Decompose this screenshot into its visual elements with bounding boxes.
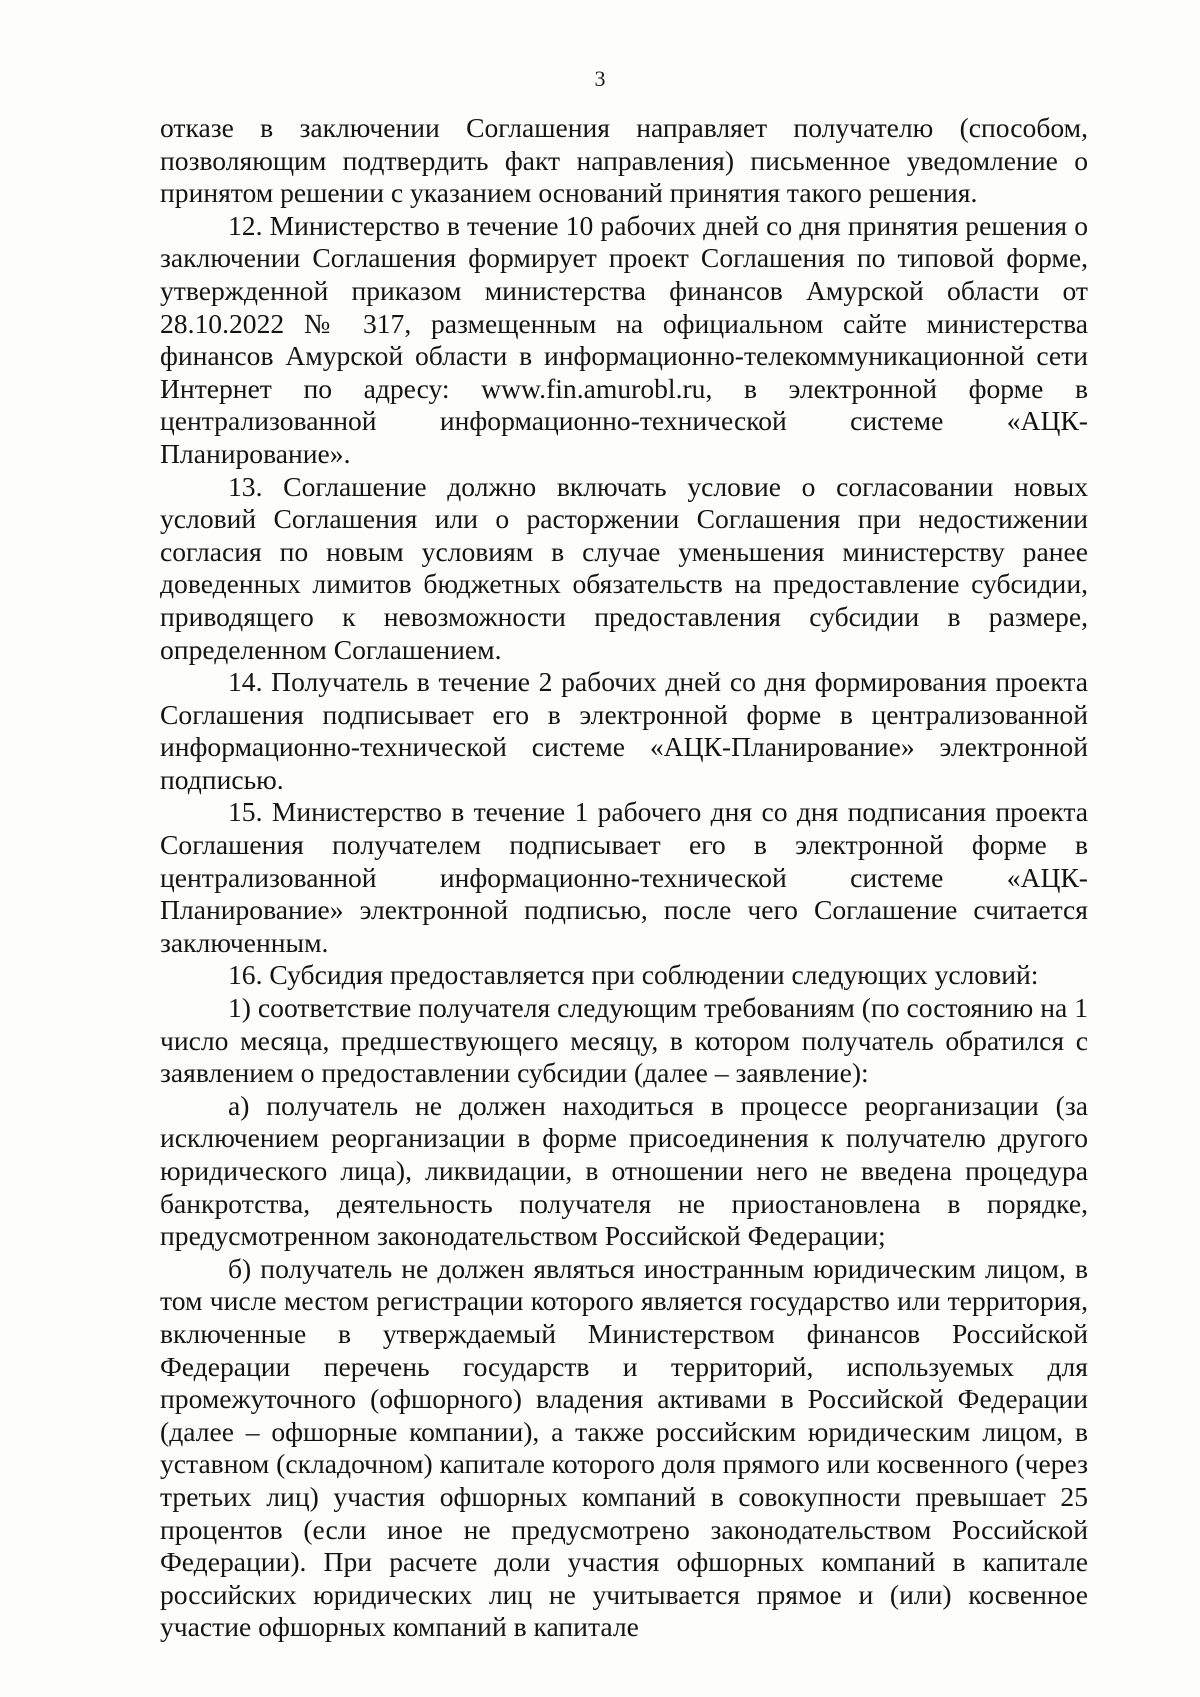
paragraph-16-item-1: 1) соответствие получателя следующим требованиям (по состоянию на 1 число месяца, предшествующего месяцу, в котором получатель обратился с заявлением о предоставлении субсидии (далее – заявление):	[160, 992, 1088, 1089]
page-number: 3	[594, 66, 606, 91]
paragraph-16-item-1b: б) получатель не должен являться иностранным юридическим лицом, в том числе местом регистрации которого является государство или территория, включенные в утверждаемый Министерством финансов Российской Федерации перечень государств и территорий, используемых для промежуточного (офшорного) владения активами в Российской Федерации (далее – офшорные компании), а также российским юридическим лицом, в уставном (складочном) капитале которого доля прямого или косвенного (через третьих лиц) участия офшорных компаний в совокупности превышает 25 процентов (если иное не предусмотрено законодательством Российской Федерации). При расчете доли участия офшорных компаний в капитале российских юридических лиц не учитывается прямое и (или) косвенное участие офшорных компаний в капитале	[160, 1252, 1088, 1643]
paragraph-16: 16. Субсидия предоставляется при соблюдении следующих условий:	[228, 959, 1039, 991]
document-body	[160, 112, 1088, 1644]
paragraph-16-item-1a: а) получатель не должен находиться в процессе реорганизации (за исключением реорганизации в форме присоединения к получателю другого юридического лица), ликвидации, в отношении него не введена процедура банкротства, деятельность получателя не приостановлена в порядке, предусмотренном законодательством Российской Федерации;	[160, 1089, 1088, 1252]
paragraph-13: 13. Соглашение должно включать условие о согласовании новых условий Соглашения или о расторжении Соглашения при недостижении согласия по новым условиям в случае уменьшения министерству ранее доведенных лимитов бюджетных обязательств на предоставление субсидии, приводящего к невозможности предоставления субсидии в размере, определенном Соглашением.	[160, 470, 1088, 665]
paragraph-15: 15. Министерство в течение 1 рабочего дня со дня подписания проекта Соглашения получателем подписывает его в электронной форме в централизованной информационно-технической системе «АЦК-Планирование» электронной подписью, после чего Соглашение считается заключенным.	[160, 796, 1088, 958]
paragraph-14: 14. Получатель в течение 2 рабочих дней со дня формирования проекта Соглашения подписывает его в электронной форме в централизованной информационно-технической системе «АЦК-Планирование» электронной подписью.	[160, 666, 1088, 795]
paragraph-12: 12. Министерство в течение 10 рабочих дней со дня принятия решения о заключении Соглашения формирует проект Соглашения по типовой форме, утвержденной приказом министерства финансов Амурской области от 28.10.2022 № 317, размещенным на официальном сайте министерства финансов Амурской области в информационно-телекоммуникационной сети Интернет по адресу: www.fin.amurobl.ru, в электронной форме в централизованной информационно-технической системе «АЦК-Планирование».	[160, 209, 1088, 469]
paragraph-continuation: отказе в заключении Соглашения направляет получателю (способом, позволяющим подтвердить факт направления) письменное уведомление о принятом решении с указанием оснований принятия такого решения.	[160, 112, 1088, 209]
